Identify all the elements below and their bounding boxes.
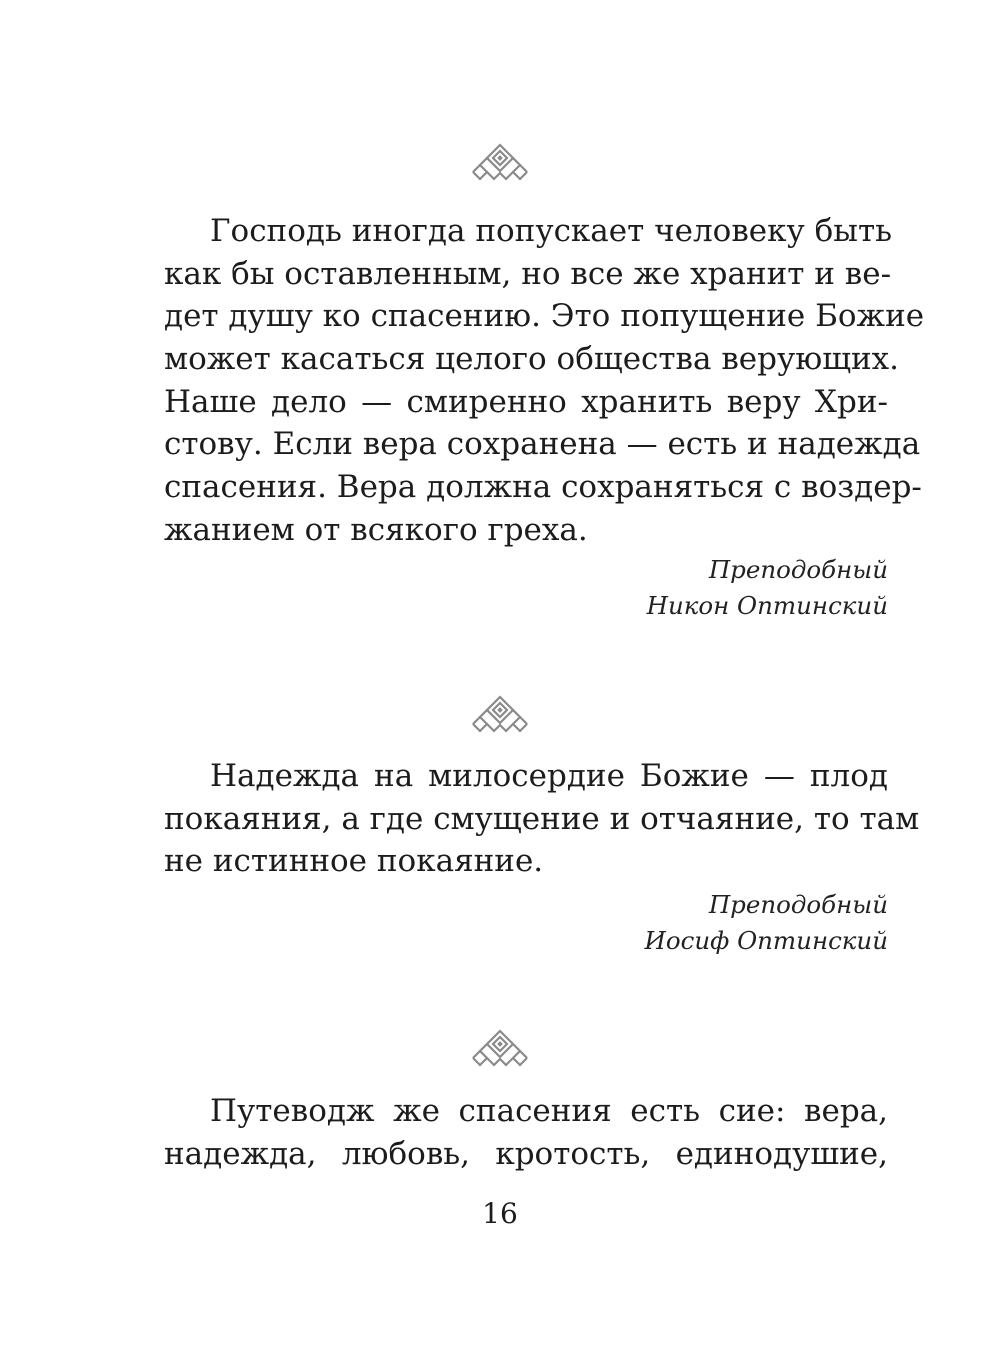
section-divider-ornament [0, 694, 1000, 744]
text-line: Надежда на милосердие Божие — плод [210, 758, 888, 794]
text-line: дет душу ко спасению. Это попущение Божие [164, 298, 925, 335]
text-line: надежда, любовь, кротость, единодушие, [164, 1135, 888, 1172]
page-number: 16 [482, 1197, 518, 1230]
text-line: не истинное покаяние. [164, 843, 544, 880]
text-line: спасения. Вера должна сохраняться с воздер- [164, 469, 922, 506]
attribution-title: Преподобный [708, 555, 888, 584]
text-line: может касаться целого общества верующих. [164, 341, 900, 378]
quote-paragraph [164, 755, 920, 883]
text-line: Господь иногда попускает человеку быть [210, 213, 892, 249]
diamond-lattice-icon [469, 1028, 531, 1072]
text-line: покаяния, а где смущение и отчаяние, то там [164, 800, 920, 837]
text-line: Наше дело — смиренно хранить веру Хри- [164, 383, 888, 420]
text-line: как бы оставленным, но все же хранит и ве- [164, 255, 892, 292]
text-line: жанием от всякого греха. [164, 511, 588, 548]
attribution-author: Иосиф Оптинский [644, 926, 888, 955]
diamond-lattice-icon [469, 694, 531, 738]
section-divider-ornament [0, 142, 1000, 192]
quote-attribution [164, 887, 888, 959]
text-line: стову. Если вера сохранена — есть и надежда [164, 426, 921, 463]
section-divider-ornament [0, 1028, 1000, 1078]
quote-attribution [164, 552, 888, 624]
attribution-title: Преподобный [708, 890, 888, 919]
quote-paragraph [164, 210, 925, 552]
quote-paragraph [164, 1090, 888, 1175]
diamond-lattice-icon [469, 142, 531, 186]
attribution-author: Никон Оптинский [646, 591, 888, 620]
text-line: Путеводж же спасения есть сие: вера, [210, 1093, 888, 1129]
